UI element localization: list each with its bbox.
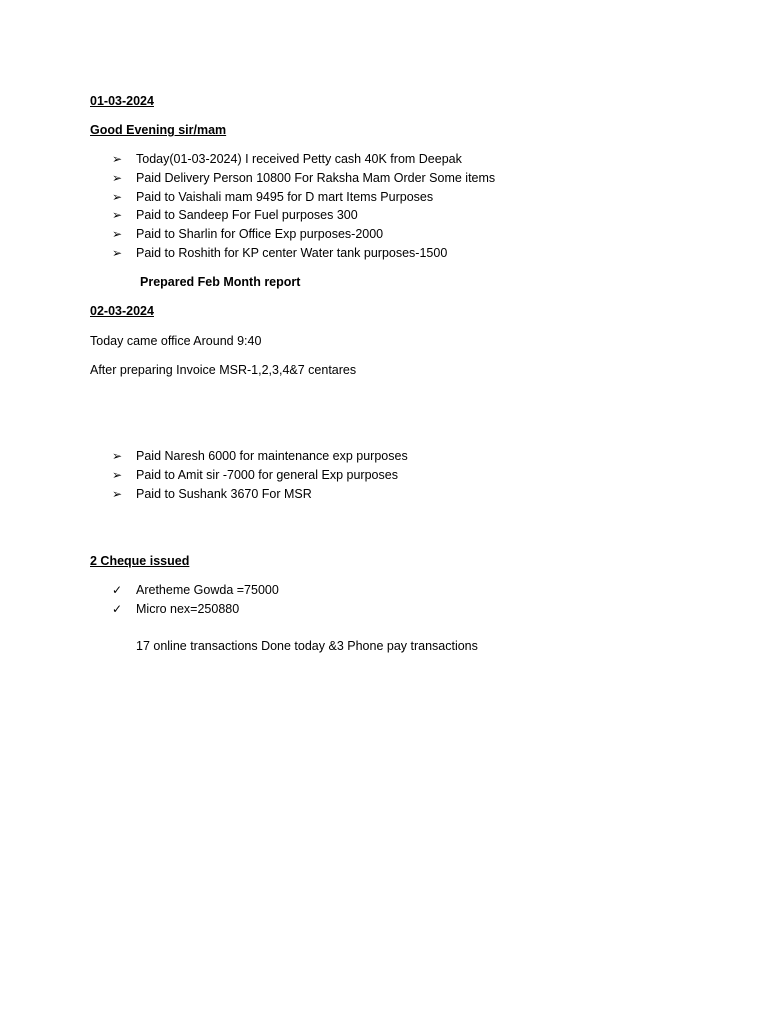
report-note: Prepared Feb Month report — [140, 275, 301, 289]
check-mark-icon: ✓ — [112, 602, 123, 616]
list-item: Paid Delivery Person 10800 For Raksha Mam Order Some items — [136, 171, 496, 185]
arrow-bullet-icon: ➢ — [112, 449, 123, 463]
arrow-bullet-icon: ➢ — [112, 208, 123, 222]
arrow-bullet-icon: ➢ — [112, 246, 123, 260]
date-heading-2: 02-03-2024 — [90, 304, 154, 318]
arrow-bullet-icon: ➢ — [112, 468, 123, 482]
list-item: Aretheme Gowda =75000 — [136, 583, 279, 597]
arrow-bullet-icon: ➢ — [112, 190, 123, 204]
cheque-heading: 2 Cheque issued — [90, 554, 190, 568]
invoice-line: After preparing Invoice MSR-1,2,3,4&7 centares — [90, 363, 357, 377]
list-item: Paid to Amit sir -7000 for general Exp purposes — [136, 468, 398, 482]
date-heading-1: 01-03-2024 — [90, 94, 154, 108]
list-item: Paid to Sandeep For Fuel purposes 300 — [136, 208, 358, 222]
list-item: Paid to Roshith for KP center Water tank purposes-1500 — [136, 246, 448, 260]
list-item: Paid to Sharlin for Office Exp purposes-2000 — [136, 227, 384, 241]
list-item: Paid to Vaishali mam 9495 for D mart Items Purposes — [136, 190, 434, 204]
list-item: Micro nex=250880 — [136, 602, 240, 616]
arrow-bullet-icon: ➢ — [112, 171, 123, 185]
arrow-bullet-icon: ➢ — [112, 227, 123, 241]
arrow-bullet-icon: ➢ — [112, 152, 123, 166]
list-item: Paid to Sushank 3670 For MSR — [136, 487, 312, 501]
online-transactions-note: 17 online transactions Done today &3 Phone pay transactions — [136, 639, 478, 653]
arrival-line: Today came office Around 9:40 — [90, 334, 262, 348]
check-mark-icon: ✓ — [112, 583, 123, 597]
list-item: Today(01-03-2024) I received Petty cash 40K from Deepak — [136, 152, 462, 166]
greeting: Good Evening sir/mam — [90, 123, 227, 137]
list-item: Paid Naresh 6000 for maintenance exp purposes — [136, 449, 408, 463]
arrow-bullet-icon: ➢ — [112, 487, 123, 501]
